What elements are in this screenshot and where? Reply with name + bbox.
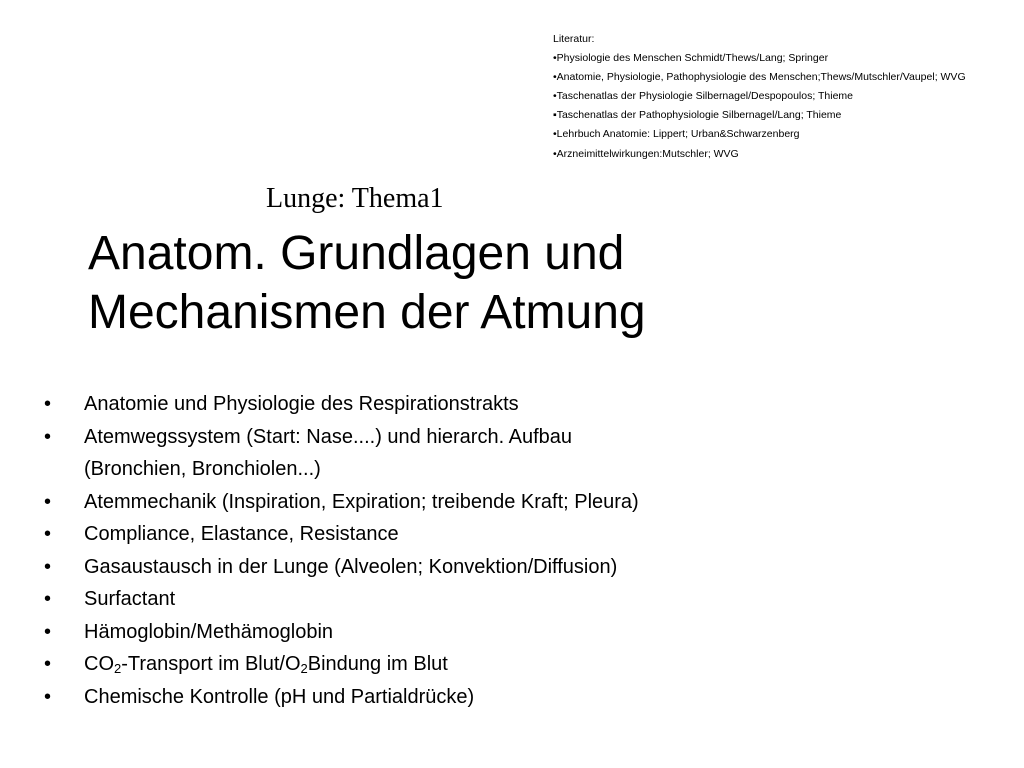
- subscript-two: 2: [114, 661, 122, 676]
- bullet-text: Anatomie und Physiologie des Respirationstrakts: [84, 393, 519, 415]
- literature-item: •Arzneimittelwirkungen:Mutschler; WVG: [553, 147, 739, 160]
- bullet-text: [84, 653, 448, 675]
- bullet-text: Atemwegssystem (Start: Nase....) und hierarch. Aufbau: [84, 425, 572, 448]
- bullet-text: Hämoglobin/Methämoglobin: [84, 620, 334, 643]
- slide-subtitle: Lunge: Thema1: [266, 183, 444, 214]
- bullet-text: Chemische Kontrolle (pH und Partialdrücke): [84, 685, 475, 708]
- bullet-item: [44, 616, 639, 649]
- literature-item: •Taschenatlas der Physiologie Silbernagel/Despopoulos; Thieme: [553, 90, 853, 103]
- bullet-marker: •: [44, 555, 52, 578]
- bullet-item: [44, 486, 639, 519]
- co2-text: CO: [84, 653, 114, 675]
- slide-title: [88, 224, 646, 342]
- subscript-two: 2: [300, 661, 308, 676]
- bullet-item: [44, 388, 639, 421]
- literature-item: •Physiologie des Menschen Schmidt/Thews/Lang; Springer: [553, 52, 829, 65]
- bullet-item: [44, 583, 639, 616]
- bullet-text: Gasaustausch in der Lunge (Alveolen; Konvektion/Diffusion): [84, 555, 618, 578]
- literature-references: [553, 30, 1018, 164]
- bullet-item: [44, 551, 639, 584]
- bullet-text: Compliance, Elastance, Resistance: [84, 523, 399, 545]
- bullet-marker: •: [44, 425, 52, 448]
- bullet-marker: •: [44, 393, 52, 415]
- literature-item: •Lehrbuch Anatomie: Lippert; Urban&Schwarzenberg: [553, 128, 800, 141]
- bullet-item: [44, 681, 639, 714]
- bullet-marker: •: [44, 588, 52, 610]
- bullet-text: Atemmechanik (Inspiration, Expiration; treibende Kraft; Pleura): [84, 490, 639, 513]
- bullet-item: [44, 648, 639, 681]
- bullet-text-continuation: (Bronchien, Bronchiolen...): [84, 458, 321, 480]
- slide-title-line-2: Mechanismen der Atmung: [88, 286, 646, 339]
- slide-title-line-1: Anatom. Grundlagen und: [88, 227, 625, 280]
- literature-item: ▪Taschenatlas der Pathophysiologie Silbernagel/Lang; Thieme: [553, 109, 842, 122]
- bullet-item: [44, 518, 639, 551]
- literature-heading: Literatur:: [553, 33, 595, 45]
- bullet-item: [44, 421, 639, 486]
- transport-text: -Transport im Blut/O: [121, 653, 301, 675]
- bullet-marker: •: [44, 653, 52, 675]
- bullet-marker: •: [44, 685, 52, 708]
- bullet-text: Surfactant: [84, 588, 176, 610]
- topic-bullet-list: [44, 388, 639, 713]
- bullet-marker: •: [44, 490, 52, 513]
- binding-text: Bindung im Blut: [307, 653, 448, 675]
- bullet-marker: •: [44, 620, 52, 643]
- bullet-marker: •: [44, 523, 52, 545]
- literature-item: •Anatomie, Physiologie, Pathophysiologie des Menschen;Thews/Mutschler/Vaupel; WVG: [553, 71, 966, 84]
